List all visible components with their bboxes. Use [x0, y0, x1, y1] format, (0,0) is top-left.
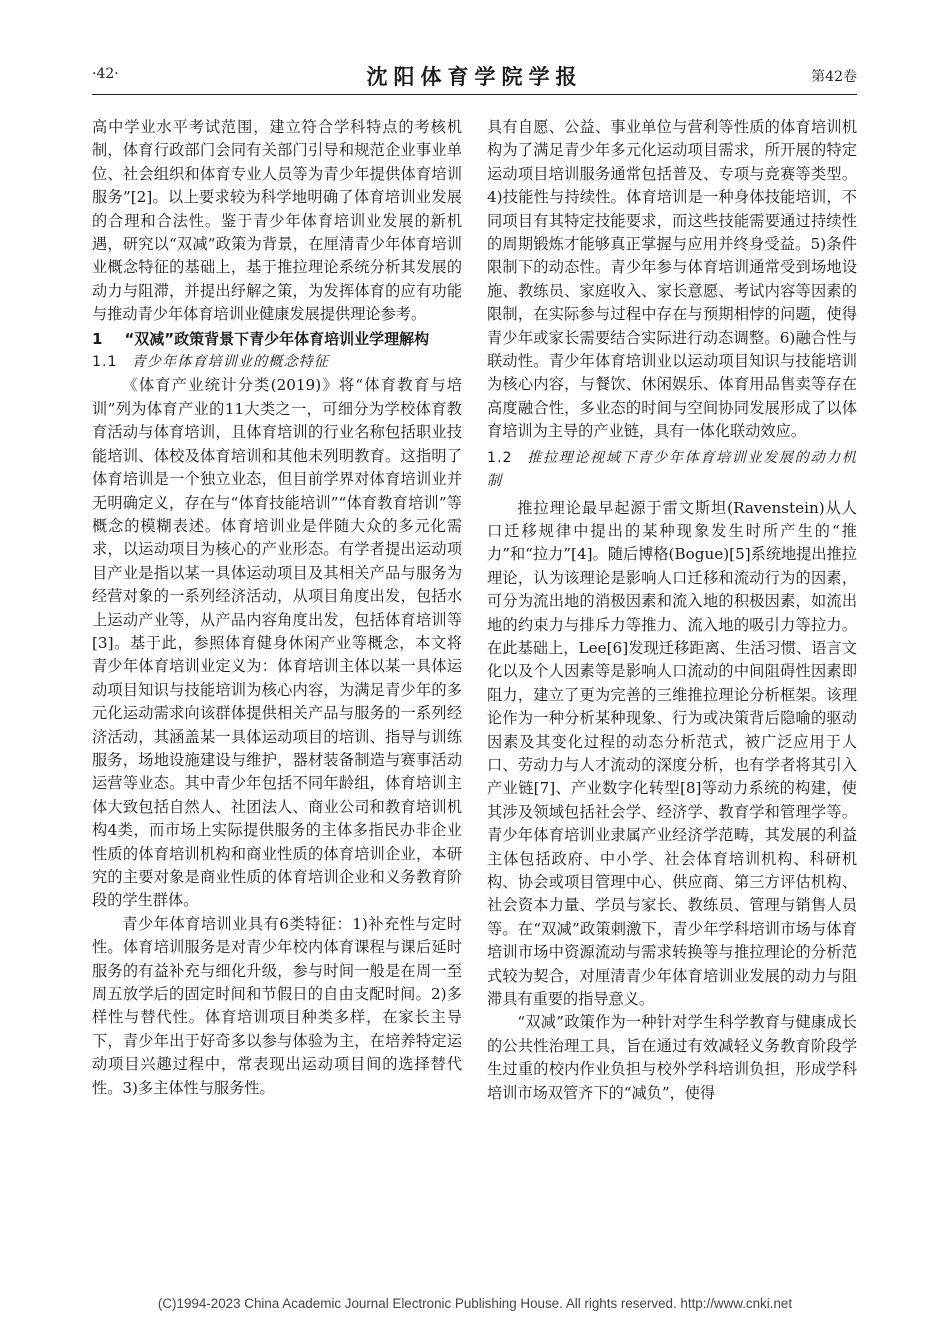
paragraph: 青少年体育培训业具有6类特征：1)补充性与定时性。体育培训服务是对青少年校内体育课程与课后延时服务的有益补充与细化升级，参与时间一般是在周一至周五放学后的固定时间和节假日的自由支配时间。2)多样性与替代性。体育培训项目种类多样，在家长主导下，青少年出于好奇多以参与体验为主，在培养特定运动项目兴趣过程中，常表现出运动项目间的选择替代性。3)多主体性与服务性。 [92, 914, 462, 1097]
subsection-title: 推拉理论视域下青少年体育培训业发展的动力机制 [487, 449, 857, 490]
header-rule [92, 94, 857, 95]
subsection-heading [487, 447, 857, 494]
paragraph: 《体育产业统计分类(2019)》将“体育教育与培训”列为体育产业的11大类之一，可细分为学校体育教育活动与体育培训，且体育培训的行业名称包括职业技能培训、体校及体育培训和其他未列明教育。这指明了体育培训是一个独立业态，但目前学界对体育培训业并无明确定义，存在与“体育技能培训”“体育教育培训”等概念的模糊表述。体育培训业是伴随大众的多元化需求，以运动项目为核心的产业形态。有学者提出运动项目产业是指以某一具体运动项目及其相关产品与服务为经营对象的一系列经济活动，从项目角度出发，包括水上运动产业等，从产品内容角度出发，包括体育培训等[3]。基于此，参照体育健身休闲产业等概念，本文将青少年体育培训业定义为：体育培训主体以某一具体运动项目知识与技能培训为核心内容，为满足青少年的多元化运动需求向该群体提供相关产品与服务的一系列经济活动，其涵盖某一具体运动项目的培训、指导与训练服务，场地设施建设与维护，器材装备制造与赛事活动运营等业态。其中青少年包括不同年龄组，体育培训主体大致包括自然人、社团法人、商业公司和教育培训机构4类，而市场上实际提供服务的主体多指民办非企业性质的体育培训机构和商业性质的体育培训企业，本研究的主要对象是商业性质的体育培训企业和义务教育阶段的学生群体。 [92, 376, 462, 910]
paragraph: 推拉理论最早起源于雷文斯坦(Ravenstein)从人口迁移规律中提出的某种现象发生时所产生的“推力”和“拉力”[4]。随后博格(Bogue)[5]系统地提出推拉理论，认为该理论是影响人口迁移和流动行为的因素，可分为流出地的消极因素和流入地的积极因素，如流出地的约束力与排斥力等推力、流入地的吸引力等拉力。在此基础上，Lee[6]发现迁移距离、生活习惯、语言文化以及个人因素等是影响人口流动的中间阻碍性因素即阻力，建立了更为完善的三维推拉理论分析框架。该理论作为一种分析某种现象、行为或决策背后隐喻的驱动因素及其变化过程的动态分析范式，被广泛应用于人口、劳动力与人才流动的深度分析，也有学者将其引入产业链[7]、产业数字化转型[8]等动力系统的构建，使其涉及领域包括社会学、经济学、教育学和管理学等。青少年体育培训业隶属产业经济学范畴，其发展的利益主体包括政府、中小学、社会体育培训机构、科研机构、协会或项目管理中心、供应商、第三方评估机构、社会资本力量、学员与家长、教练员、管理与销售人员等。在“双减”政策刺激下，青少年学科培训市场与体育培训市场中资源流动与需求转换等与推拉理论的分析范式较为契合，对厘清青少年体育培训业发展的动力与阻滞具有重要的指导意义。 [487, 498, 857, 1009]
right-column [487, 116, 857, 1105]
copyright-footer: (C)1994-2023 China Academic Journal Electronic Publishing House. All rights reserved. http://www.cnki.net [157, 1296, 793, 1311]
subsection-number: 1.2 [487, 449, 513, 466]
subsection-title: 青少年体育培训业的概念特征 [131, 354, 330, 371]
subsection-number: 1.1 [92, 354, 118, 371]
journal-title: 沈阳体育学院学报 [366, 64, 583, 89]
paragraph: “双减”政策作为一种针对学生科学教育与健康成长的公共性治理工具，旨在通过有效减轻义务教育阶段学生过重的校内作业负担与校外学科培训负担，形成学科培训市场双管齐下的“减负”，使得 [487, 1013, 857, 1102]
section-heading [92, 328, 462, 351]
page-number: ·42· [92, 66, 119, 82]
section-number: 1 [92, 329, 103, 348]
paragraph: 高中学业水平考试范围，建立符合学科特点的考核机制，体育行政部门会同有关部门引导和规范企业事业单位、社会组织和体育专业人员等为青少年提供体育培训服务”[2]。以上要求较为科学地明确了体育培训业发展的合理和合法性。鉴于青少年体育培训业发展的新机遇，研究以“双减”政策为背景，在厘清青少年体育培训业概念特征的基础上，基于推拉理论系统分析其发展的动力与阻滞，并提出纾解之策，为发挥体育的应有功能与推动青少年体育培训业健康发展提供理论参考。 [92, 118, 462, 324]
volume-label: 第42卷 [811, 69, 857, 85]
paragraph: 具有自愿、公益、事业单位与营利等性质的体育培训机构为了满足青少年多元化运动项目需求，所开展的特定运动项目培训服务通常包括普及、专项与竞赛等类型。4)技能性与持续性。体育培训是一种身体技能培训，不同项目有其特定技能要求，而这些技能需要通过持续性的周期锻炼才能够真正掌握与应用并终身受益。5)条件限制下的动态性。青少年参与体育培训通常受到场地设施、教练员、家庭收入、家长意愿、考试内容等因素的限制，在实际参与过程中存在与预期相悖的问题，使得青少年或家长需要结合实际进行动态调整。6)融合性与联动性。青少年体育培训业以运动项目知识与技能培训为核心内容，与餐饮、休闲娱乐、体育用品售卖等存在高度融合性，多业态的时间与空间协同发展形成了以体育培训为主导的产业链，具有一体化联动效应。 [487, 118, 857, 441]
page-header [92, 58, 857, 92]
subsection-heading [92, 351, 462, 374]
left-column [92, 116, 462, 1100]
section-title: “双减”政策背景下青少年体育培训业学理解构 [124, 329, 430, 348]
